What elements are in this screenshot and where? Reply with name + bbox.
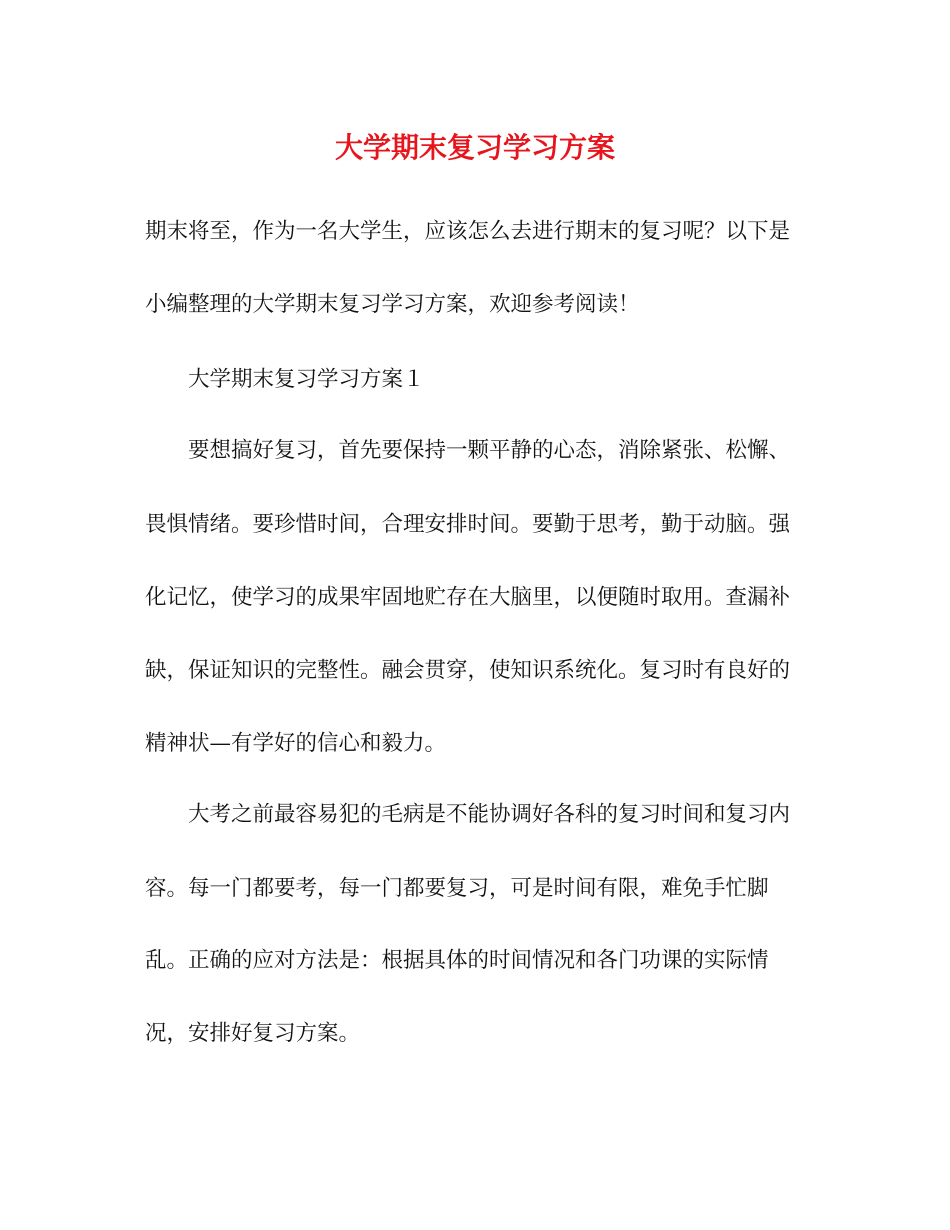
intro-line-1: 期末将至，作为一名大学生，应该怎么去进行期末的复习呢？以下是	[145, 219, 791, 244]
paragraph-1-line-1: 要想搞好复习，首先要保持一颗平静的心态，消除紧张、松懈、	[188, 438, 791, 463]
paragraph-1-line-2: 畏惧情绪。要珍惜时间，合理安排时间。要勤于思考，勤于动脑。强	[145, 512, 791, 537]
paragraph-1-line-3: 化记忆，使学习的成果牢固地贮存在大脑里，以便随时取用。查漏补	[145, 585, 791, 610]
section-heading: 大学期末复习学习方案１	[188, 367, 425, 392]
paragraph-2-line-2: 容。每一门都要考，每一门都要复习，可是时间有限，难免手忙脚	[145, 876, 769, 901]
intro-line-2: 小编整理的大学期末复习学习方案，欢迎参考阅读！	[145, 292, 640, 317]
paragraph-1-line-5: 精神状—有学好的信心和毅力。	[145, 731, 447, 756]
document-title: 大学期末复习学习方案	[334, 131, 615, 164]
paragraph-2-line-1: 大考之前最容易犯的毛病是不能协调好各科的复习时间和复习内	[188, 802, 791, 827]
paragraph-1-line-4: 缺，保证知识的完整性。融会贯穿，使知识系统化。复习时有良好的	[145, 658, 791, 683]
paragraph-2-line-3: 乱。正确的应对方法是：根据具体的时间情况和各门功课的实际情	[145, 948, 769, 973]
paragraph-2-line-4: 况，安排好复习方案。	[145, 1021, 361, 1046]
